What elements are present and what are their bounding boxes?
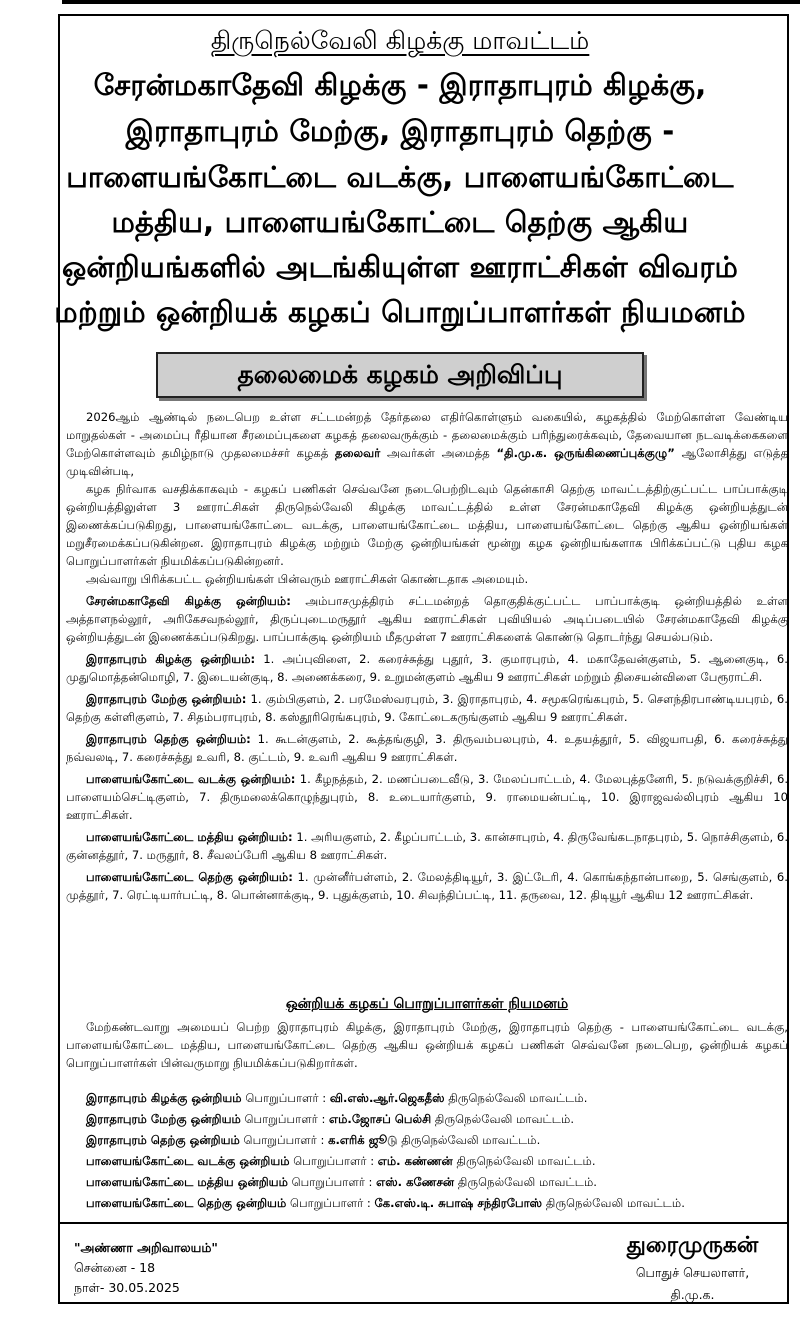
- paragraph-division: அவ்வாறு பிரிக்கபட்ட ஒன்றியங்கள் பின்வரும் ஊராட்சிகள் கொண்டதாக அமையும்.: [86, 572, 529, 586]
- appointment-district: திருநெல்வேலி மாவட்டம்.: [444, 1091, 588, 1105]
- signatory-party: தி.மு.க.: [670, 1287, 715, 1302]
- intro-end: ஆலோசித்து எடுத்த முடிவின்படி,: [66, 446, 788, 478]
- appointment-district: திருநெல்வேலி மாவட்டம்.: [452, 1154, 596, 1168]
- paragraph-restructure: கழக நிர்வாக வசதிக்காகவும் - கழகப் பணிகள் செவ்வனே நடைபெற்றிடவும் தென்காசி தெற்கு மாவட்டத்திற்குட்பட்ட பாப்பாக்குடி ஒன்றியத்திலுள்ள 3 ஊராட்சிகள் திருநெல்வேலி கிழக்கு மாவட்டத்தில் உள்ள சேரன்மகாதேவி கிழக்கு ஒன்றியத்துடன் இணைக்கப்படுகிறது, பாளையங்கோட்டை வடக்கு, பாளையங்கோட்டை மத்திய, பாளையங்கோட்டை தெற்கு ஆகிய ஒன்றியங்கள் மறுசீரமைக்கப்படுகின்றன. இராதாபுரம் கிழக்கு மற்றும் மேற்கு ஒன்றியங்கள் மூன்று கழக ஒன்றியங்களாக பிரிக்கப்பட்டு புதிய கழக பொறுப்பாளர்கள் நியமிக்கப்படுகின்றனர்.: [66, 482, 788, 568]
- union-label: பாளையங்கோட்டை மத்திய ஒன்றியம்:: [86, 830, 293, 844]
- appointment-role: பொறுப்பாளர் :: [244, 1112, 330, 1126]
- union-text: 1. அரியகுளம், 2. கீழப்பாட்டம், 3. கான்சாபுரம், 4. திருவேங்கடநாதபுரம், 5. நொச்சிகுளம், 6. குன்னத்தூர், 7. மருதூர், 8. சீவலப்பேரி ஆகிய 8 ஊராட்சிகள்.: [66, 830, 788, 862]
- union-text: 1. கீழநத்தம், 2. மணப்படைவீடு, 3. மேலப்பாட்டம், 4. மேலபுத்தனேரி, 5. நடுவக்குறிச்சி, 6. பாளையம்செட்டிகுளம், 7. திருமலைக்கொழுந்துபுரம், 8. உடையார்குளம், 9. ராமையன்பட்டி, 10. இராஜவல்லிபுரம் ஆகிய 10 ஊராட்சிகள்.: [66, 772, 789, 822]
- appointment-role: பொறுப்பாளர் :: [293, 1154, 378, 1168]
- appointment-district: திருநெல்வேலி மாவட்டம்.: [454, 1175, 597, 1189]
- appointment-name: எஸ். கணேசன்: [376, 1175, 455, 1189]
- union-radhapuram-west: [66, 690, 788, 726]
- title-line-4: மத்திய, பாளையங்கோட்டை தெற்கு ஆகிய: [111, 205, 689, 239]
- appointment-name: கே.எஸ்.டி. சுபாஷ் சந்திரபோஸ்: [374, 1196, 543, 1210]
- signatory-name: துரைமுருகன்: [626, 1233, 759, 1258]
- appointment-row: [86, 1153, 685, 1174]
- union-label: பாளையங்கோட்டை வடக்கு ஒன்றியம்:: [86, 772, 296, 786]
- paragraph-intro: [66, 408, 788, 480]
- signature-block: [600, 1230, 785, 1306]
- intro-mid: அவர்கள் அமைத்த: [380, 446, 497, 460]
- district-heading: திருநெல்வேலி கிழக்கு மாவட்டம்: [210, 26, 590, 55]
- appointment-row: [86, 1132, 685, 1153]
- union-text: 1. அப்புவிளை, 2. கரைச்சுத்து புதூர், 3. குமாரபுரம், 4. மகாதேவன்குளம், 5. ஆனைகுடி, 6. முதுமொத்தன்மொழி, 7. இடையன்குடி, 8. அணைக்கரை, 9. உறுமன்குளம் ஆகிய 9 ஊராட்சிகள் மற்றும் திசையன்விளை பேரூராட்சி.: [66, 652, 788, 684]
- title-line-3: பாளையங்கோட்டை வடக்கு, பாளையங்கோட்டை: [66, 160, 734, 194]
- title-line-1: சேரன்மகாதேவி கிழக்கு - இராதாபுரம் கிழக்கு,: [93, 68, 707, 102]
- intro-text: 2026ஆம் ஆண்டில் நடைபெற உள்ள சட்டமன்றத் தேர்தலை எதிர்கொள்ளும் வகையில், கழகத்தில் மேற்கொள்ள வேண்டிய மாறுதல்கள் - அமைப்பு ரீதியான சீரமைப்புகளை கழகத் தலைவருக்கும் - தலைமைக்கும் பரிந்துரைக்கவும், தேவையான நடவடிக்கைகளை மேற்கொள்ளவும் தமிழ்நாடு முதலமைச்சர் கழகத்: [66, 410, 788, 460]
- appointment-union: இராதாபுரம் தெற்கு ஒன்றியம்: [86, 1133, 240, 1147]
- appointment-name: க.எரிக் ஜூடு: [328, 1133, 398, 1147]
- union-radhapuram-east: [66, 650, 788, 686]
- banner-text: தலைமைக் கழகம் அறிவிப்பு: [237, 360, 563, 389]
- appointment-row: [86, 1090, 685, 1111]
- union-label: இராதாபுரம் கிழக்கு ஒன்றியம்:: [86, 652, 256, 666]
- appointment-union: பாளையங்கோட்டை வடக்கு ஒன்றியம்: [86, 1154, 290, 1168]
- union-palayamkottai-north: [66, 770, 788, 824]
- appointments-intro: மேற்கண்டவாறு அமையப் பெற்ற இராதாபுரம் கிழக்கு, இராதாபுரம் மேற்கு, இராதாபுரம் தெற்கு - பாளையங்கோட்டை வடக்கு, பாளையங்கோட்டை மத்திய, பாளையங்கோட்டை தெற்கு ஆகிய ஒன்றியக் கழகப் பணிகள் செவ்வனே நடைபெற, ஒன்றியக் கழகப் பொறுப்பாளர்கள் பின்வருமாறு நியமிக்கப்படுகிறார்கள்.: [66, 1020, 788, 1070]
- appointment-name: எம்.ஜோசப் பெல்சி: [329, 1112, 432, 1126]
- union-label: சேரன்மகாதேவி கிழக்கு ஒன்றியம்:: [86, 594, 291, 608]
- office-name: "அண்ணா அறிவாலயம்": [74, 1240, 218, 1255]
- union-text: அம்பாசமுத்திரம் சட்டமன்றத் தொகுதிக்குட்பட்ட பாப்பாக்குடி ஒன்றியத்தில் உள்ள அத்தாளநல்லூர், அரிகேசவநல்லூர், திருப்புடைமருதூர் ஆகிய ஊராட்சிகள் புவியியல் அடிப்படையில் சேரன்மகாதேவி கிழக்கு ஒன்றியத்துடன் இணைக்கப்படுகிறது. பாப்பாக்குடி ஒன்றியம் மீதமுள்ள 7 ஊராட்சிகளைக் கொண்டு தொடர்ந்து செயல்படும்.: [66, 594, 788, 644]
- release-date: நாள்- 30.05.2025: [74, 1280, 180, 1295]
- union-text: 1. கூடன்குளம், 2. கூத்தங்குழி, 3. திருவம்பலபுரம், 4. உதயத்தூர், 5. விஜயாபதி, 6. கரைச்சுத்து நவ்வலடி, 7. கரைச்சுத்து உவரி, 8. குட்டம், 9. உவரி ஆகிய 9 ஊராட்சிகள்.: [66, 732, 788, 764]
- appointment-district: திருநெல்வேலி மாவட்டம்.: [397, 1133, 541, 1147]
- appointment-name: வி.எஸ்.ஆர்.ஜெகதீஸ்: [329, 1091, 445, 1105]
- appointment-role: பொறுப்பாளர் :: [291, 1175, 377, 1189]
- appointment-row: [86, 1195, 685, 1216]
- intro-committee: “தி.மு.க. ஒருங்கிணைப்புக்குழு”: [496, 446, 675, 460]
- appointment-row: [86, 1111, 685, 1132]
- appointment-role: பொறுப்பாளர் :: [243, 1133, 329, 1147]
- appointment-union: இராதாபுரம் மேற்கு ஒன்றியம்: [86, 1112, 241, 1126]
- appointments-intro-block: [66, 1018, 788, 1072]
- title-line-5: ஒன்றியங்களில் அடங்கியுள்ள ஊராட்சிகள் விவரம்: [61, 250, 739, 284]
- union-label: இராதாபுரம் தெற்கு ஒன்றியம்:: [86, 732, 251, 746]
- appointments-list: [86, 1090, 685, 1216]
- union-palayamkottai-central: [66, 828, 788, 864]
- union-label: பாளையங்கோட்டை தெற்கு ஒன்றியம்:: [86, 870, 293, 884]
- appointment-name: எம். கண்ணன்: [377, 1154, 453, 1168]
- title-line-6: மற்றும் ஒன்றியக் கழகப் பொறுப்பாளர்கள் நியமனம்: [54, 295, 746, 329]
- intro-bold-leader: தலைவர்: [335, 446, 381, 460]
- notice-body: [66, 408, 788, 904]
- appointment-role: பொறுப்பாளர் :: [245, 1091, 330, 1105]
- appointment-district: திருநெல்வேலி மாவட்டம்.: [542, 1196, 685, 1210]
- appointment-role: பொறுப்பாளர் :: [290, 1196, 375, 1210]
- union-palayamkottai-south: [66, 868, 788, 904]
- appointments-heading: ஒன்றியக் கழகப் பொறுப்பாளர்கள் நியமனம்: [285, 996, 569, 1012]
- union-radhapuram-south: [66, 730, 788, 766]
- appointment-district: திருநெல்வேலி மாவட்டம்.: [431, 1112, 575, 1126]
- top-rule: [62, 0, 800, 4]
- appointment-row: [86, 1174, 685, 1195]
- appointment-union: இராதாபுரம் கிழக்கு ஒன்றியம்: [86, 1091, 242, 1105]
- appointment-union: பாளையங்கோட்டை தெற்கு ஒன்றியம்: [86, 1196, 287, 1210]
- announcement-banner: [156, 352, 644, 398]
- union-text: 1. கும்பிகுளம், 2. பரமேஸ்வரபுரம், 3. இராதாபுரம், 4. சமூகரெங்கபுரம், 5. சௌந்திரபாண்டியபுரம், 6. தெற்கு கள்ளிகுளம், 7. சிதம்பராபுரம், 8. கஸ்தூரிரெங்கபுரம், 9. கோட்டைகருங்குளம் ஆகிய 9 ஊராட்சிகள்.: [66, 692, 788, 724]
- title-line-2: இராதாபுரம் மேற்கு, இராதாபுரம் தெற்கு -: [125, 114, 675, 148]
- union-text: 1. முன்னீர்பள்ளம், 2. மேலத்திடியூர், 3. இட்டேரி, 4. கொங்கந்தான்பாறை, 5. செங்குளம், 6. முத்தூர், 7. ரெட்டியார்பட்டி, 8. பொன்னாக்குடி, 9. புதுக்குளம், 10. சிவந்திப்பட்டி, 11. தருவை, 12. திடியூர் ஆகிய 12 ஊராட்சிகள்.: [66, 870, 788, 902]
- appointment-union: பாளையங்கோட்டை மத்திய ஒன்றியம்: [86, 1175, 288, 1189]
- union-cheranmahadevi-east: [66, 592, 788, 646]
- signatory-designation: பொதுச் செயலாளர்,: [635, 1265, 750, 1280]
- union-label: இராதாபுரம் மேற்கு ஒன்றியம்:: [86, 692, 247, 706]
- office-city: சென்னை - 18: [74, 1260, 156, 1275]
- office-address: [74, 1238, 218, 1298]
- footer-divider: [58, 1222, 789, 1224]
